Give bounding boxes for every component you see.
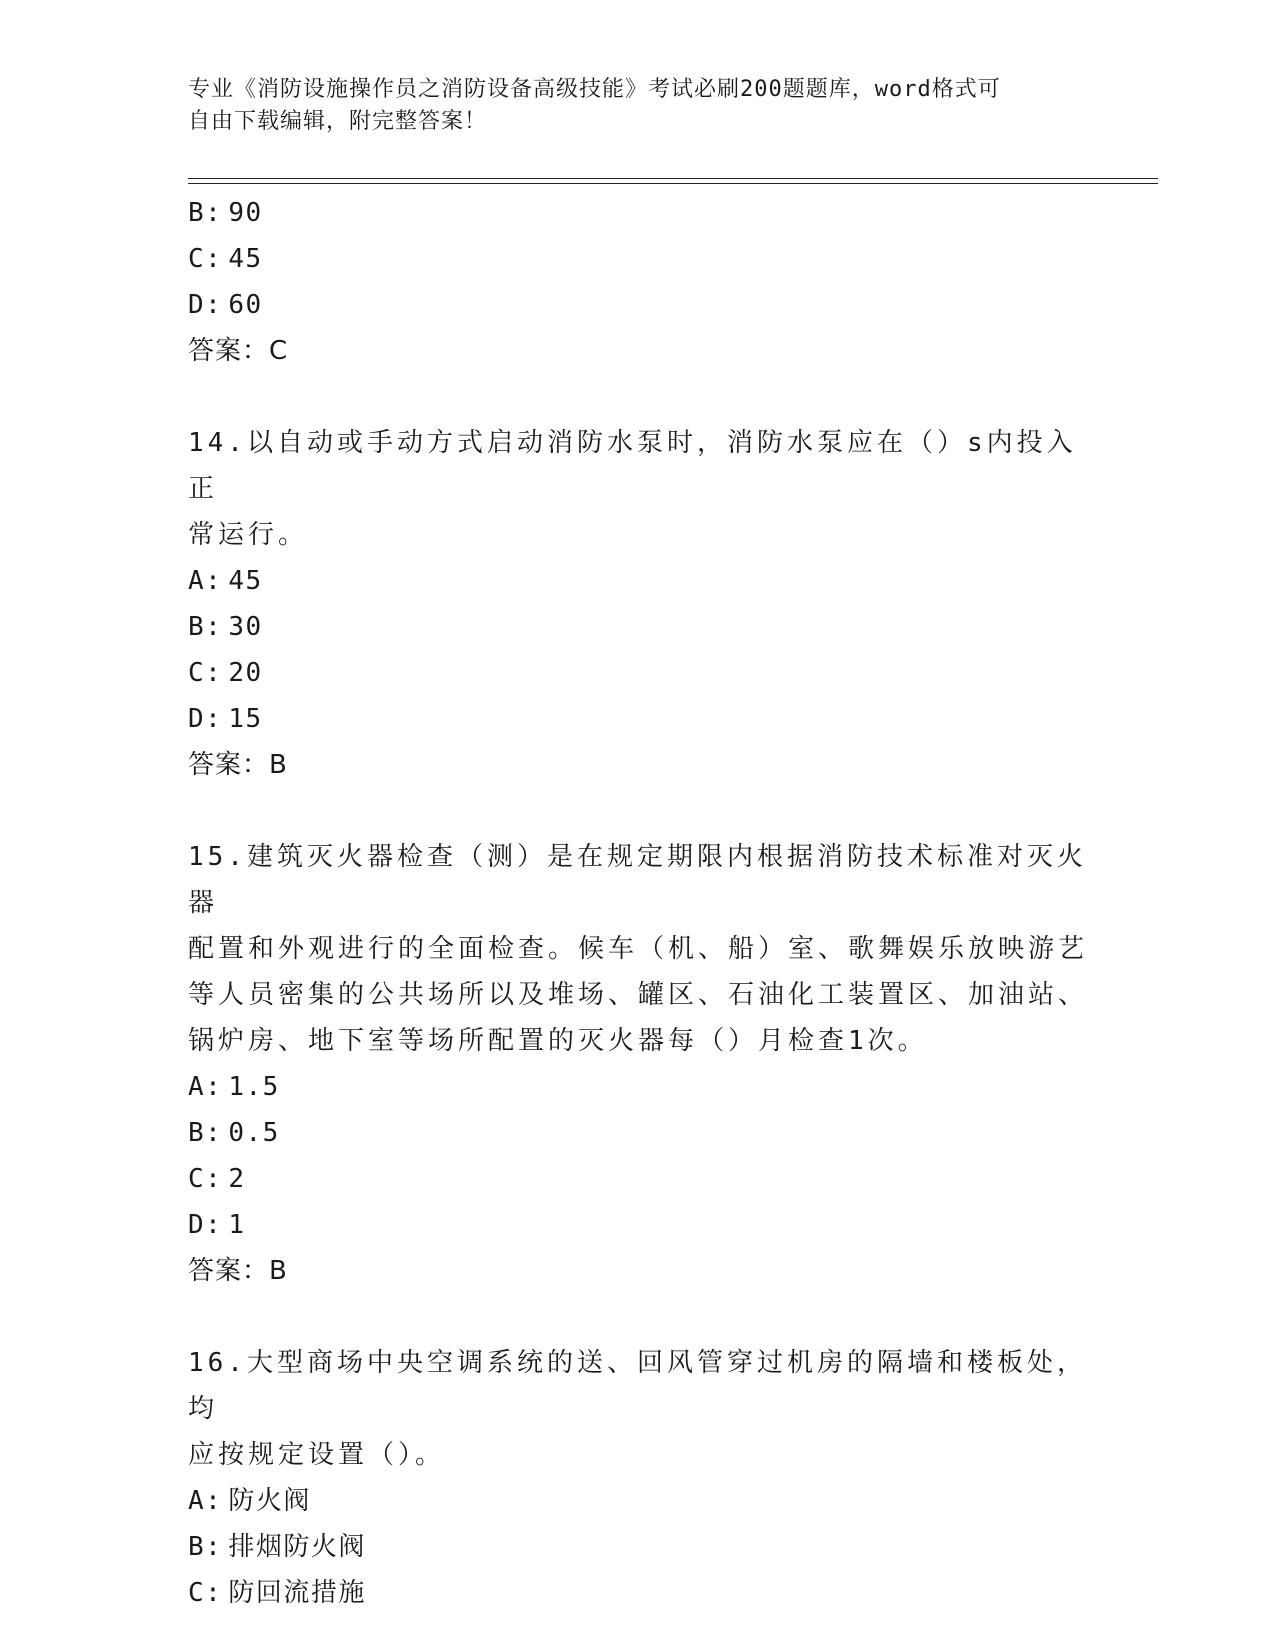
option-value: 15 <box>228 704 263 734</box>
option-value: 45 <box>228 244 263 274</box>
option-key: C: <box>188 244 223 274</box>
answer-label: 答案： <box>188 750 270 780</box>
option-b <box>188 190 1088 236</box>
answer-line <box>188 742 1088 788</box>
option-d <box>188 1202 1088 1248</box>
question-13-continued <box>188 190 1088 374</box>
document-header <box>188 74 1078 138</box>
option-value: 0.5 <box>228 1118 280 1148</box>
question-text <box>188 420 1088 558</box>
option-value: 60 <box>228 290 263 320</box>
question-15 <box>188 834 1088 1294</box>
option-c <box>188 1570 1088 1616</box>
option-value: 排烟防火阀 <box>228 1532 366 1562</box>
question-text-line: 配置和外观进行的全面检查。候车（机、船）室、歌舞娱乐放映游艺 <box>188 934 1089 964</box>
question-text-line: 等人员密集的公共场所以及堆场、罐区、石油化工装置区、加油站、 <box>188 980 1089 1010</box>
option-key: D: <box>188 704 223 734</box>
option-key: B: <box>188 198 223 228</box>
option-key: B: <box>188 1532 223 1562</box>
option-b <box>188 1110 1088 1156</box>
option-a <box>188 1478 1088 1524</box>
option-c <box>188 1156 1088 1202</box>
option-key: D: <box>188 290 223 320</box>
option-a <box>188 558 1088 604</box>
option-key: C: <box>188 1164 223 1194</box>
option-c <box>188 650 1088 696</box>
header-divider-top <box>188 178 1158 179</box>
question-text-line: 16.大型商场中央空调系统的送、回风管穿过机房的隔墙和楼板处，均 <box>188 1348 1087 1424</box>
question-text-line: 常运行。 <box>188 520 309 550</box>
option-value: 45 <box>228 566 263 596</box>
question-list <box>188 190 1088 1616</box>
option-key: B: <box>188 1118 223 1148</box>
option-d <box>188 282 1088 328</box>
question-text-line: 应按规定设置（）。 <box>188 1440 446 1470</box>
option-c <box>188 236 1088 282</box>
option-value: 防火阀 <box>228 1486 311 1516</box>
option-a <box>188 1064 1088 1110</box>
spacer <box>188 788 1088 834</box>
question-16 <box>188 1340 1088 1616</box>
question-text <box>188 1340 1088 1478</box>
answer-line <box>188 1248 1088 1294</box>
option-key: A: <box>188 1072 223 1102</box>
answer-label: 答案： <box>188 1256 270 1286</box>
option-b <box>188 604 1088 650</box>
header-line-1: 专业《消防设施操作员之消防设备高级技能》考试必刷200题题库，word格式可 <box>188 77 1001 102</box>
question-14 <box>188 420 1088 788</box>
option-key: A: <box>188 566 223 596</box>
option-key: D: <box>188 1210 223 1240</box>
answer-value: B <box>269 1256 288 1286</box>
question-text <box>188 834 1088 1064</box>
answer-label: 答案： <box>188 336 270 366</box>
question-text-line: 14.以自动或手动方式启动消防水泵时，消防水泵应在（）s内投入正 <box>188 428 1077 504</box>
spacer <box>188 374 1088 420</box>
option-key: A: <box>188 1486 223 1516</box>
option-value: 90 <box>228 198 263 228</box>
answer-value: C <box>269 336 289 366</box>
spacer <box>188 1294 1088 1340</box>
option-key: C: <box>188 658 223 688</box>
option-value: 2 <box>228 1164 246 1194</box>
question-text-line: 15.建筑灭火器检查（测）是在规定期限内根据消防技术标准对灭火器 <box>188 842 1087 918</box>
answer-line <box>188 328 1088 374</box>
option-value: 1 <box>228 1210 246 1240</box>
option-value: 1.5 <box>228 1072 280 1102</box>
header-divider-bottom <box>188 183 1158 184</box>
option-value: 20 <box>228 658 263 688</box>
header-line-2: 自由下载编辑，附完整答案！ <box>188 109 488 134</box>
option-b <box>188 1524 1088 1570</box>
option-key: C: <box>188 1578 223 1608</box>
option-key: B: <box>188 612 223 642</box>
answer-value: B <box>269 750 288 780</box>
option-value: 防回流措施 <box>228 1578 366 1608</box>
option-d <box>188 696 1088 742</box>
option-value: 30 <box>228 612 263 642</box>
question-text-line: 锅炉房、地下室等场所配置的灭火器每（）月检查1次。 <box>188 1026 928 1056</box>
